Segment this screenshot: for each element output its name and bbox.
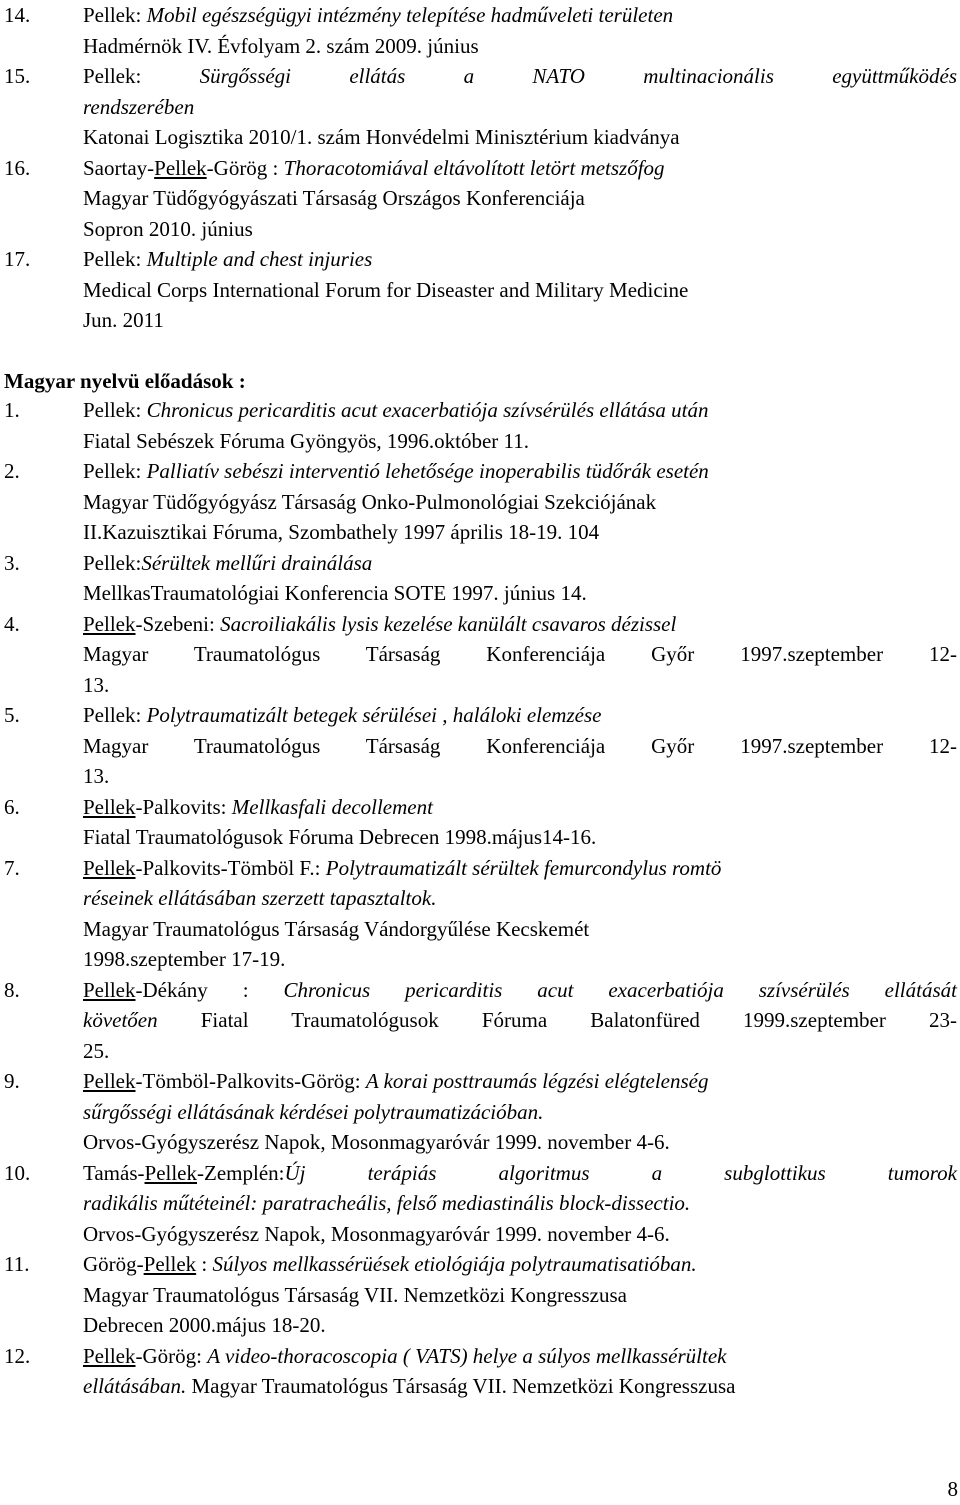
text-segment: Saortay-	[83, 155, 155, 180]
item-number: 15.	[4, 64, 31, 88]
list-item	[0, 1066, 960, 1158]
title-text: Chronicus pericarditis acut exacerbatiója szívsérülés ellátását	[283, 977, 957, 1002]
item-text	[83, 700, 959, 792]
text-segment: Pellek:	[83, 247, 147, 271]
item-line	[83, 0, 957, 31]
title-text: rendszerében	[83, 94, 195, 119]
text-segment: Orvos-Gyógyszerész Napok, Mosonmagyaróvár 1999. november 4-6.	[83, 1130, 670, 1154]
item-number: 9.	[4, 1069, 20, 1093]
title-text: Polytraumatizált sérültek femurcondylus romtö	[325, 855, 722, 880]
text-segment: MellkasTraumatológiai Konferencia SOTE 1997. június 14.	[83, 581, 587, 605]
text-segment: -Szebeni:	[135, 611, 221, 636]
item-text	[83, 456, 959, 548]
list-item	[0, 61, 960, 153]
item-text	[83, 548, 959, 609]
author-name-underlined: Pellek	[154, 155, 207, 180]
text-segment: 13.	[83, 672, 110, 697]
text-segment: Katonai Logisztika 2010/1. szám Honvédelmi Minisztérium kiadványa	[83, 125, 680, 149]
item-line	[83, 670, 957, 701]
item-text	[83, 1249, 959, 1341]
item-number: 2.	[4, 459, 20, 483]
title-text: Új terápiás algoritmus a subglottikus tumorok	[284, 1160, 957, 1185]
text-segment: Fiatal Traumatológusok Fóruma Debrecen 1998.május14-16.	[83, 825, 597, 849]
item-line	[83, 456, 957, 487]
hungarian-lectures-list	[0, 395, 960, 1402]
item-number: 3.	[4, 550, 20, 575]
text-segment: Magyar Traumatológus Társaság VII. Nemzetközi Kongresszusa	[83, 1282, 627, 1307]
item-number: 4.	[4, 611, 20, 636]
item-number: 7.	[4, 855, 20, 880]
item-line	[83, 1341, 957, 1372]
item-line	[83, 1219, 957, 1250]
text-segment: -Palkovits-Tömböl F.:	[135, 855, 326, 880]
item-line	[83, 944, 957, 975]
title-text: Sérültek mellűri drainálása	[141, 550, 373, 575]
author-name-underlined: Pellek	[83, 855, 136, 880]
author-name-underlined: Pellek	[83, 977, 136, 1002]
title-text: Mellkasfali decollement	[231, 794, 433, 819]
item-line	[83, 395, 957, 426]
text-segment: Magyar Tüdőgyógyász Társaság Onko-Pulmonológiai Szekciójának	[83, 489, 657, 514]
title-text: sűrgősségi ellátásának kérdései polytraumatizációban.	[83, 1099, 544, 1124]
item-number: 6.	[4, 794, 20, 819]
text-segment: Debrecen 2000.május 18-20.	[83, 1313, 326, 1337]
text-segment: Pellek:	[83, 64, 200, 88]
title-text: Sacroiliakális lysis kezelése kanülált csavaros dézissel	[220, 611, 677, 636]
item-line	[83, 61, 957, 92]
text-segment: Hadmérnök IV. Évfolyam 2. szám 2009. június	[83, 33, 479, 58]
text-segment: :	[196, 1252, 213, 1276]
item-line	[83, 1066, 957, 1097]
item-text	[83, 395, 959, 456]
title-text: Súlyos mellkassérüések etiológiája polytraumatisatióban.	[212, 1252, 697, 1276]
item-text	[83, 1158, 959, 1250]
text-segment: Orvos-Gyógyszerész Napok, Mosonmagyaróvár 1999. november 4-6.	[83, 1221, 670, 1246]
text-segment: Magyar Traumatológus Társaság Konferenciája Győr 1997.szeptember 12-	[83, 733, 957, 758]
item-line	[83, 1310, 957, 1341]
item-line	[83, 426, 957, 457]
text-segment: -Tömböl-Palkovits-Görög:	[135, 1069, 366, 1093]
author-name-underlined: Pellek	[83, 611, 136, 636]
item-line	[83, 1158, 957, 1189]
text-segment: II.Kazuisztikai Fóruma, Szombathely 1997 április 18-19. 104	[83, 520, 600, 544]
title-text: Multiple and chest injuries	[146, 247, 373, 271]
item-line	[83, 305, 957, 336]
item-number: 11.	[4, 1252, 30, 1276]
list-item	[0, 395, 960, 456]
author-name-underlined: Pellek	[144, 1160, 198, 1185]
item-line	[83, 975, 957, 1006]
item-number: 17.	[4, 247, 31, 271]
list-item	[0, 792, 960, 853]
item-text	[83, 153, 959, 245]
list-item	[0, 1341, 960, 1402]
text-segment: Pellek:	[83, 459, 147, 483]
list-item	[0, 153, 960, 245]
text-segment: 13.	[83, 764, 110, 788]
text-segment: -Zemplén:	[197, 1160, 285, 1185]
list-item	[0, 456, 960, 548]
list-item	[0, 0, 960, 61]
list-item	[0, 975, 960, 1067]
item-line	[83, 183, 957, 214]
title-text: Thoracotomiával eltávolított letört metszőfog	[283, 155, 665, 180]
author-name-underlined: Pellek	[83, 794, 136, 819]
item-text	[83, 0, 959, 61]
item-text	[83, 244, 959, 336]
item-number: 16.	[4, 155, 31, 180]
item-line	[83, 517, 957, 548]
item-line	[83, 1036, 957, 1067]
item-line	[83, 1127, 957, 1158]
text-segment: Sopron 2010. június	[83, 216, 253, 241]
text-segment: Jun. 2011	[83, 308, 164, 332]
text-segment: -Palkovits:	[135, 794, 232, 819]
item-line	[83, 914, 957, 945]
item-text	[83, 61, 959, 153]
title-text: követően	[83, 1008, 158, 1032]
item-text	[83, 609, 959, 701]
text-segment: 1998.szeptember 17-19.	[83, 947, 286, 971]
publication-list-continued	[0, 0, 960, 336]
list-item	[0, 700, 960, 792]
text-segment: Magyar Traumatológus Társaság Vándorgyűlése Kecskemét	[83, 916, 590, 941]
item-line	[83, 244, 957, 275]
item-text	[83, 1066, 959, 1158]
item-line	[83, 883, 957, 914]
item-text	[83, 1341, 959, 1402]
item-text	[83, 792, 959, 853]
item-line	[83, 761, 957, 792]
item-line	[83, 1097, 957, 1128]
text-segment: Magyar Tüdőgyógyászati Társaság Országos Konferenciája	[83, 186, 585, 210]
title-text: Sürgősségi ellátás a NATO multinacionális együttműködés	[199, 64, 957, 88]
item-line	[83, 1249, 957, 1280]
title-text: Polytraumatizált betegek sérülései , haláloki elemzése	[146, 703, 602, 727]
item-line	[83, 853, 957, 884]
author-name-underlined: Pellek	[83, 1343, 136, 1368]
item-line	[83, 122, 957, 153]
item-text	[83, 853, 959, 975]
text-segment: Görög-	[83, 1252, 144, 1276]
author-name-underlined: Pellek	[83, 1069, 136, 1093]
text-segment: Pellek:	[83, 3, 147, 27]
item-number: 5.	[4, 703, 20, 727]
text-segment: -Görög :	[206, 155, 284, 180]
text-segment: Fiatal Sebészek Fóruma Gyöngyös, 1996.október 11.	[83, 428, 529, 453]
title-text: radikális műtéteinél: paratracheális, felső mediastinális block-dissectio.	[83, 1191, 691, 1215]
text-segment: Magyar Traumatológus Társaság Konferenciája Győr 1997.szeptember 12-	[83, 642, 957, 666]
text-segment: Tamás-	[83, 1160, 145, 1185]
text-segment: Medical Corps International Forum for Diseaster and Military Medicine	[83, 277, 689, 302]
text-segment: Pellek:	[83, 398, 147, 422]
title-text: Chronicus pericarditis acut exacerbatiója szívsérülés ellátása után	[146, 398, 709, 422]
text-segment: Magyar Traumatológus Társaság VII. Nemzetközi Kongresszusa	[186, 1374, 736, 1398]
list-item	[0, 244, 960, 336]
text-segment: Pellek:	[83, 703, 147, 727]
item-line	[83, 214, 957, 245]
list-item	[0, 853, 960, 975]
title-text: ellátásában.	[83, 1374, 187, 1398]
section-heading: Magyar nyelvü előadások :	[4, 369, 246, 393]
title-text: Palliatív sebészi interventió lehetősége inoperabilis tüdőrák esetén	[146, 459, 709, 483]
item-line	[83, 153, 957, 184]
item-line	[83, 548, 957, 579]
item-line	[83, 1188, 957, 1219]
list-item	[0, 1249, 960, 1341]
title-text: A korai posttraumás légzési elégtelenség	[365, 1069, 709, 1093]
item-line	[83, 92, 957, 123]
title-text: Mobil egészségügyi intézmény telepítése hadműveleti területen	[146, 3, 674, 27]
item-line	[83, 1280, 957, 1311]
item-line	[83, 487, 957, 518]
list-item	[0, 609, 960, 701]
text-segment: Fiatal Traumatológusok Fóruma Balatonfüred 1999.szeptember 23-	[157, 1008, 957, 1032]
item-number: 8.	[4, 977, 20, 1002]
item-number: 10.	[4, 1160, 31, 1185]
list-item	[0, 548, 960, 609]
item-line	[83, 275, 957, 306]
author-name-underlined: Pellek	[143, 1252, 197, 1276]
title-text: réseinek ellátásában szerzett tapasztaltok.	[83, 886, 437, 910]
item-line	[83, 1371, 957, 1402]
text-segment: -Görög:	[135, 1343, 208, 1368]
item-line	[83, 731, 957, 762]
item-line	[83, 822, 957, 853]
text-segment: -Dékány :	[135, 977, 284, 1002]
item-number: 12.	[4, 1343, 31, 1368]
item-line	[83, 1005, 957, 1036]
list-item	[0, 1158, 960, 1250]
text-segment: Pellek:	[83, 550, 142, 575]
text-segment: 25.	[83, 1038, 110, 1063]
item-line	[83, 609, 957, 640]
title-text: A video-thoracoscopia ( VATS) helye a súlyos mellkassérültek	[207, 1343, 727, 1368]
item-text	[83, 975, 959, 1067]
item-line	[83, 639, 957, 670]
item-number: 14.	[4, 3, 31, 27]
item-line	[83, 792, 957, 823]
item-number: 1.	[4, 398, 20, 422]
page-number: 8	[947, 1477, 958, 1501]
item-line	[83, 578, 957, 609]
item-line	[83, 31, 957, 62]
item-line	[83, 700, 957, 731]
